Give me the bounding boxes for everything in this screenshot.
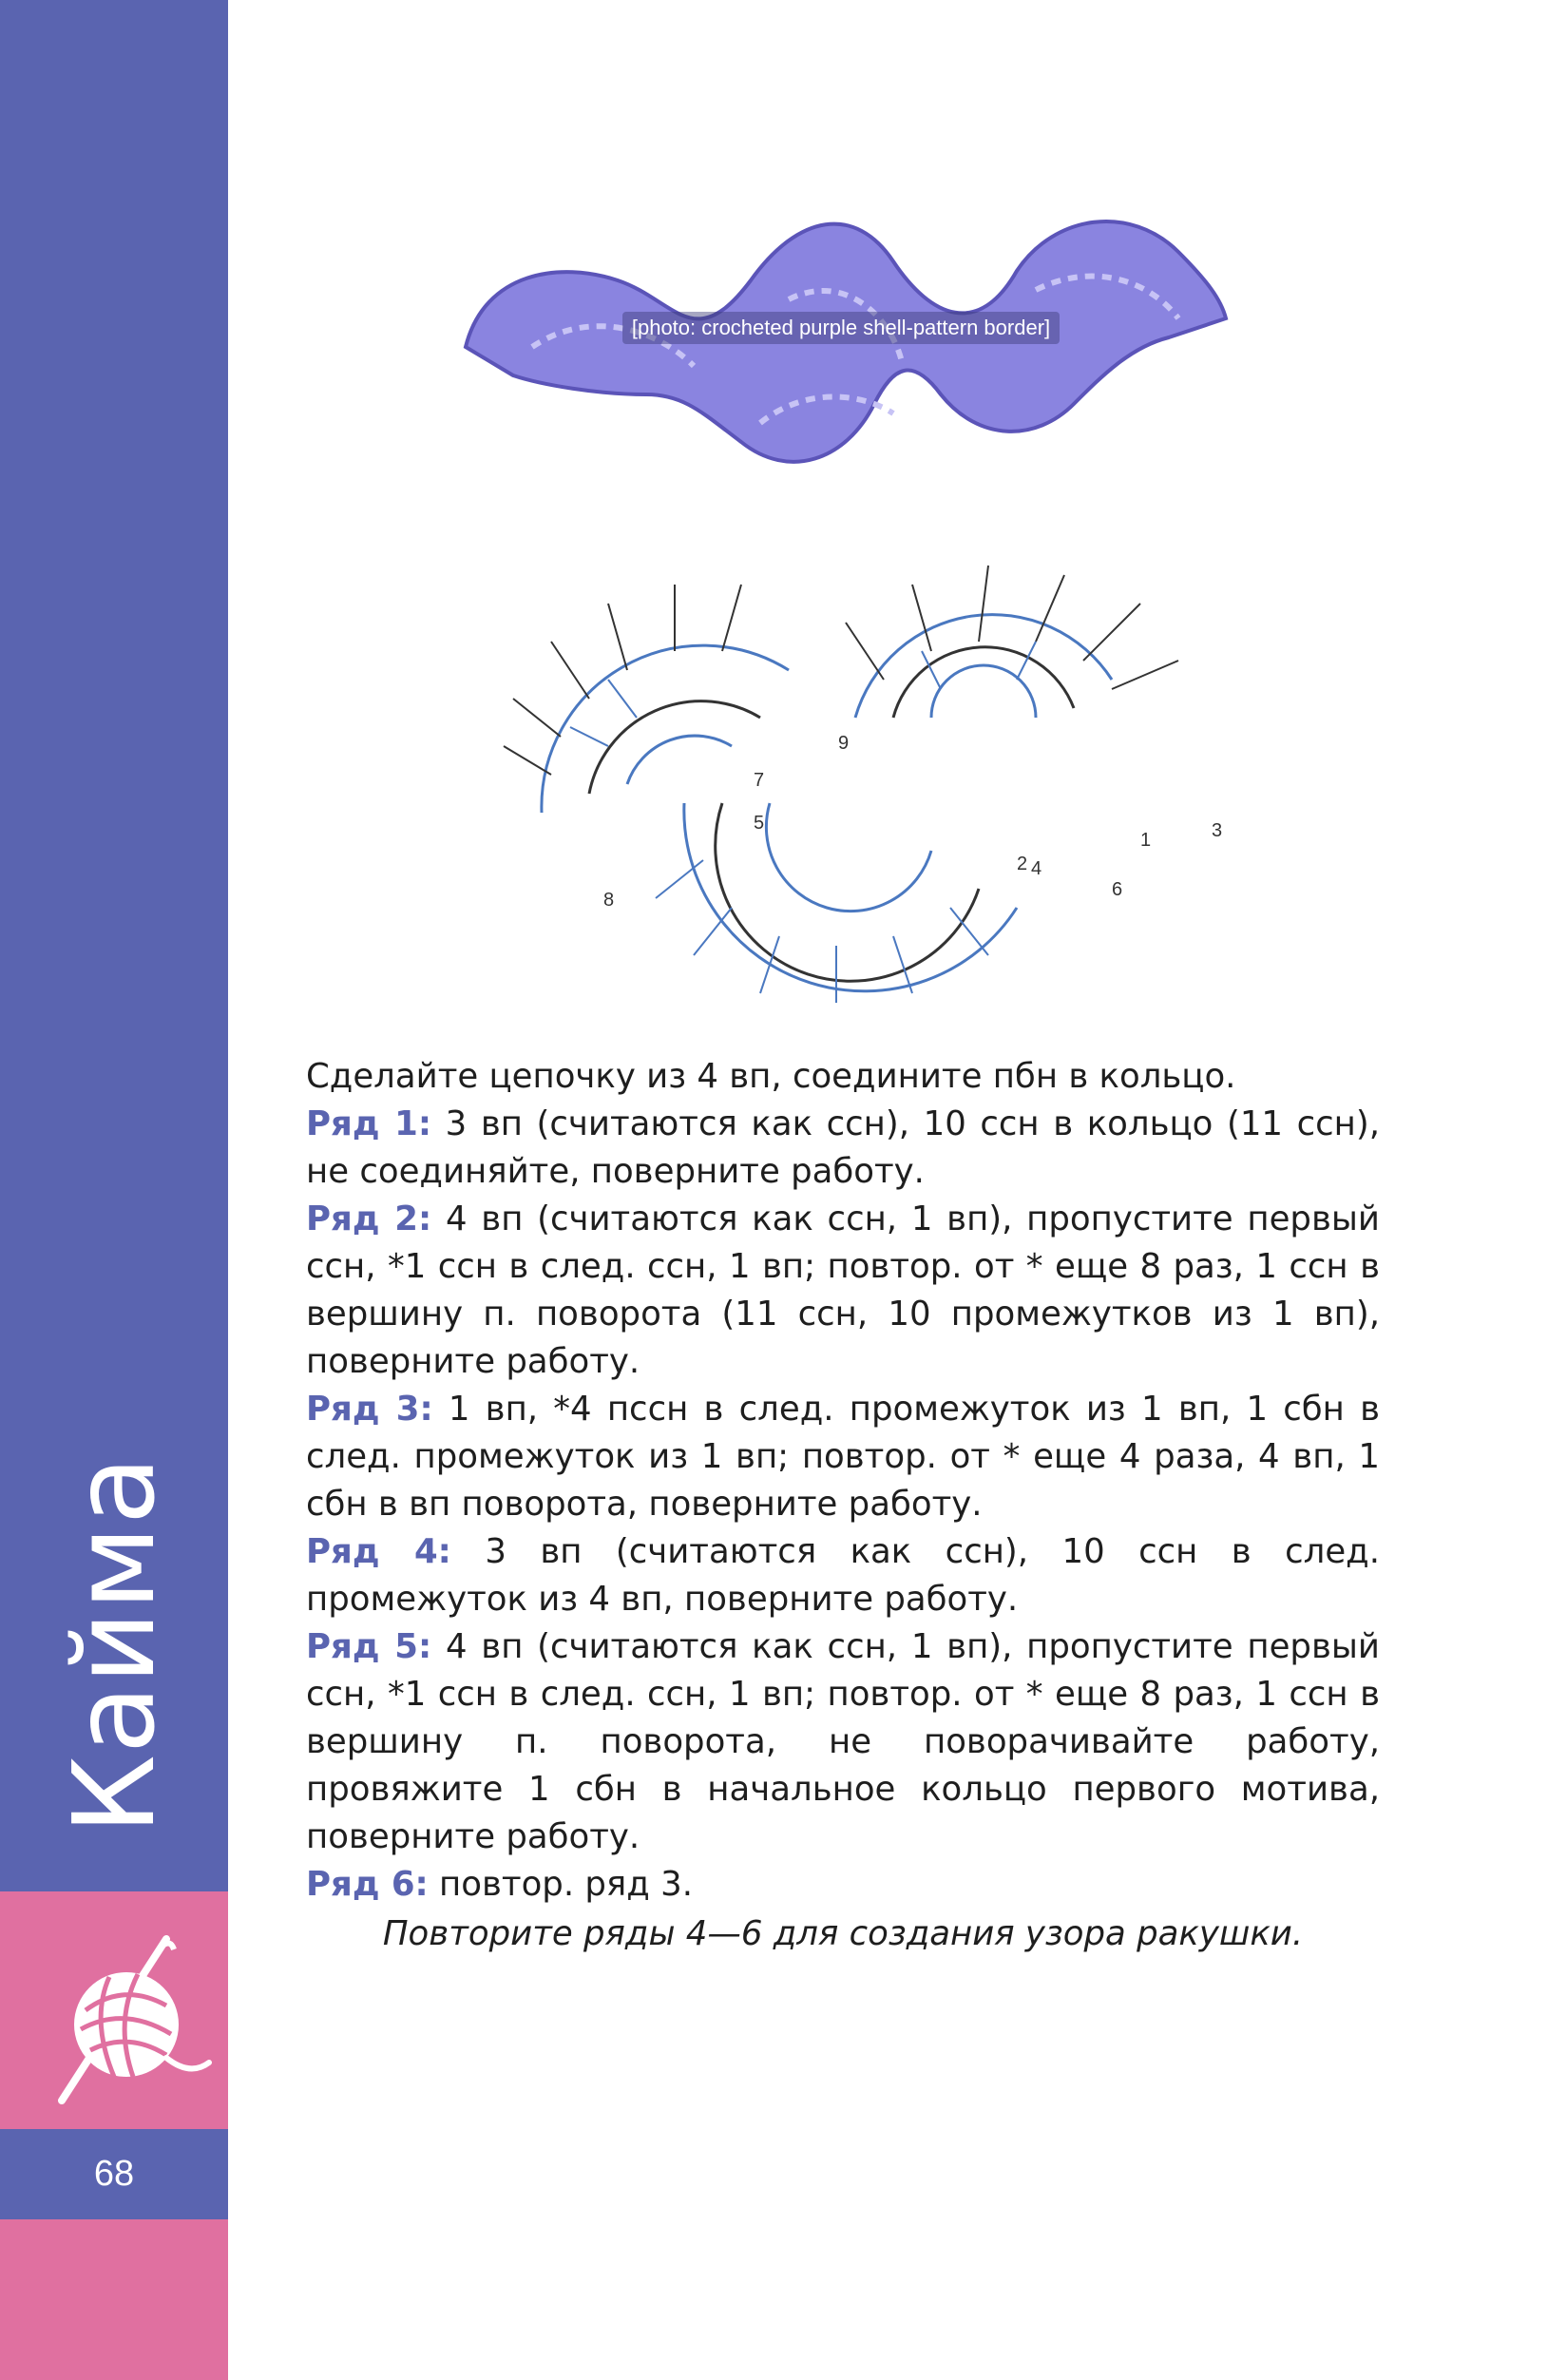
- intro-text: Сделайте цепочку из 4 вп, соедините пбн в кольцо.: [306, 1057, 1236, 1096]
- diagram-label-7: 7: [754, 770, 765, 791]
- diagram-label-6: 6: [1112, 879, 1123, 900]
- row-6-label: Ряд 6:: [306, 1865, 429, 1904]
- yarn-ball-icon: [52, 1934, 214, 2110]
- row-1-label: Ряд 1:: [306, 1104, 432, 1143]
- row-3-label: Ряд 3:: [306, 1390, 433, 1429]
- row-4-text: 3 вп (считаются как ссн), 10 ссн в след. промежуток из 4 вп, поверните работу.: [306, 1532, 1380, 1619]
- instructions: [306, 1053, 1380, 1909]
- row-6-text: повтор. ряд 3.: [428, 1865, 693, 1904]
- section-title: Кайма: [48, 1454, 180, 1834]
- crochet-diagram: [485, 528, 1235, 1012]
- footer-note: Повторите ряды 4—6 для создания узора ракушки.: [382, 1914, 1304, 1953]
- diagram-label-5: 5: [754, 813, 765, 834]
- row-1-text: 3 вп (считаются как ссн), 10 ссн в кольцо (11 ссн), не соединяйте, поверните работу.: [306, 1104, 1380, 1191]
- diagram-label-8: 8: [603, 890, 615, 911]
- page-number: 68: [93, 2154, 135, 2194]
- row-2: [306, 1196, 1380, 1386]
- diagram-label-1: 1: [1140, 830, 1152, 851]
- row-1: [306, 1101, 1380, 1196]
- row-6: [306, 1861, 1380, 1909]
- diagram-label-9: 9: [838, 733, 850, 754]
- row-4: [306, 1528, 1380, 1623]
- crochet-photo: [447, 157, 1235, 499]
- row-4-label: Ряд 4:: [306, 1532, 451, 1571]
- row-5: [306, 1623, 1380, 1861]
- row-3-text: 1 вп, *4 пссн в след. промежуток из 1 вп, 1 сбн в след. промежуток из 1 вп; повтор. от * еще 4 раза, 4 вп, 1 сбн в вп поворота, поверните работу.: [306, 1390, 1380, 1524]
- photo-placeholder-label: [photo: crocheted purple shell-pattern border]: [622, 312, 1060, 344]
- diagram-label-4: 4: [1031, 858, 1042, 879]
- sidebar-bottom-band: [0, 2219, 228, 2380]
- row-2-label: Ряд 2:: [306, 1200, 432, 1238]
- row-5-text: 4 вп (считаются как ссн, 1 вп), пропустите первый ссн, *1 ссн в след. ссн, 1 вп; повтор. от * еще 8 раз, 1 ссн в вершину п. поворота, не поворачивайте работу, провяжите 1 сбн в начальное кольцо первого мотива, поверните работу.: [306, 1627, 1380, 1856]
- diagram-label-3: 3: [1212, 820, 1223, 841]
- row-3: [306, 1386, 1380, 1528]
- diagram-label-2: 2: [1017, 854, 1028, 874]
- row-2-text: 4 вп (считаются как ссн, 1 вп), пропустите первый ссн, *1 ссн в след. ссн, 1 вп; повтор. от * еще 8 раз, 1 ссн в вершину п. поворота (11 ссн, 10 промежутков из 1 вп), поверните работу.: [306, 1200, 1380, 1381]
- row-5-label: Ряд 5:: [306, 1627, 432, 1666]
